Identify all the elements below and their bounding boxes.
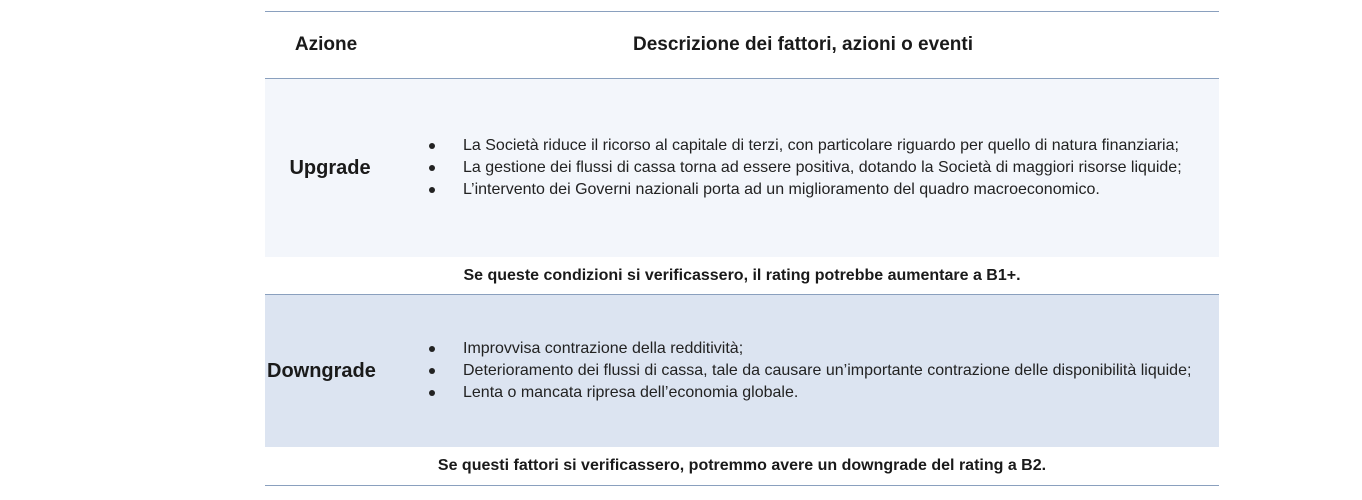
bullet-text: L’intervento dei Governi nazionali porta ad un miglioramento del quadro macroeconomico. bbox=[463, 181, 1100, 198]
bullet-text: La gestione dei flussi di cassa torna ad essere positiva, dotando la Società di maggiori risorse liquide; bbox=[463, 159, 1182, 176]
table-header bbox=[265, 12, 1219, 78]
header-descrizione: Descrizione dei fattori, azioni o eventi bbox=[633, 34, 973, 55]
bullet-icon bbox=[429, 368, 435, 374]
upgrade-note: Se queste condizioni si verificassero, il rating potrebbe aumentare a B1+. bbox=[265, 257, 1219, 294]
upgrade-label: Upgrade bbox=[289, 156, 371, 179]
bullet-icon bbox=[429, 165, 435, 171]
list-item bbox=[429, 338, 1199, 360]
rating-scenarios-table bbox=[265, 11, 1219, 486]
list-item bbox=[429, 382, 1199, 404]
bottom-rule bbox=[265, 485, 1219, 486]
downgrade-label: Downgrade bbox=[267, 359, 376, 382]
bullet-icon bbox=[429, 187, 435, 193]
list-item bbox=[429, 157, 1199, 179]
bullet-text: Improvvisa contrazione della redditività; bbox=[463, 340, 744, 357]
downgrade-row bbox=[265, 295, 1219, 447]
header-azione: Azione bbox=[294, 34, 358, 55]
upgrade-bullet-list bbox=[395, 135, 1219, 201]
bullet-text: Lenta o mancata ripresa dell’economia globale. bbox=[463, 384, 799, 401]
list-item bbox=[429, 360, 1199, 382]
upgrade-row bbox=[265, 79, 1219, 257]
bullet-icon bbox=[429, 390, 435, 396]
bullet-text: Deterioramento dei flussi di cassa, tale da causare un’importante contrazione delle disponibilità liquide; bbox=[463, 362, 1192, 379]
downgrade-bullet-list bbox=[395, 338, 1219, 404]
bullet-text: La Società riduce il ricorso al capitale di terzi, con particolare riguardo per quello di natura finanziaria; bbox=[463, 137, 1179, 154]
list-item bbox=[429, 179, 1199, 201]
downgrade-note: Se questi fattori si verificassero, potremmo avere un downgrade del rating a B2. bbox=[265, 447, 1219, 485]
bullet-icon bbox=[429, 346, 435, 352]
bullet-icon bbox=[429, 143, 435, 149]
list-item bbox=[429, 135, 1199, 157]
